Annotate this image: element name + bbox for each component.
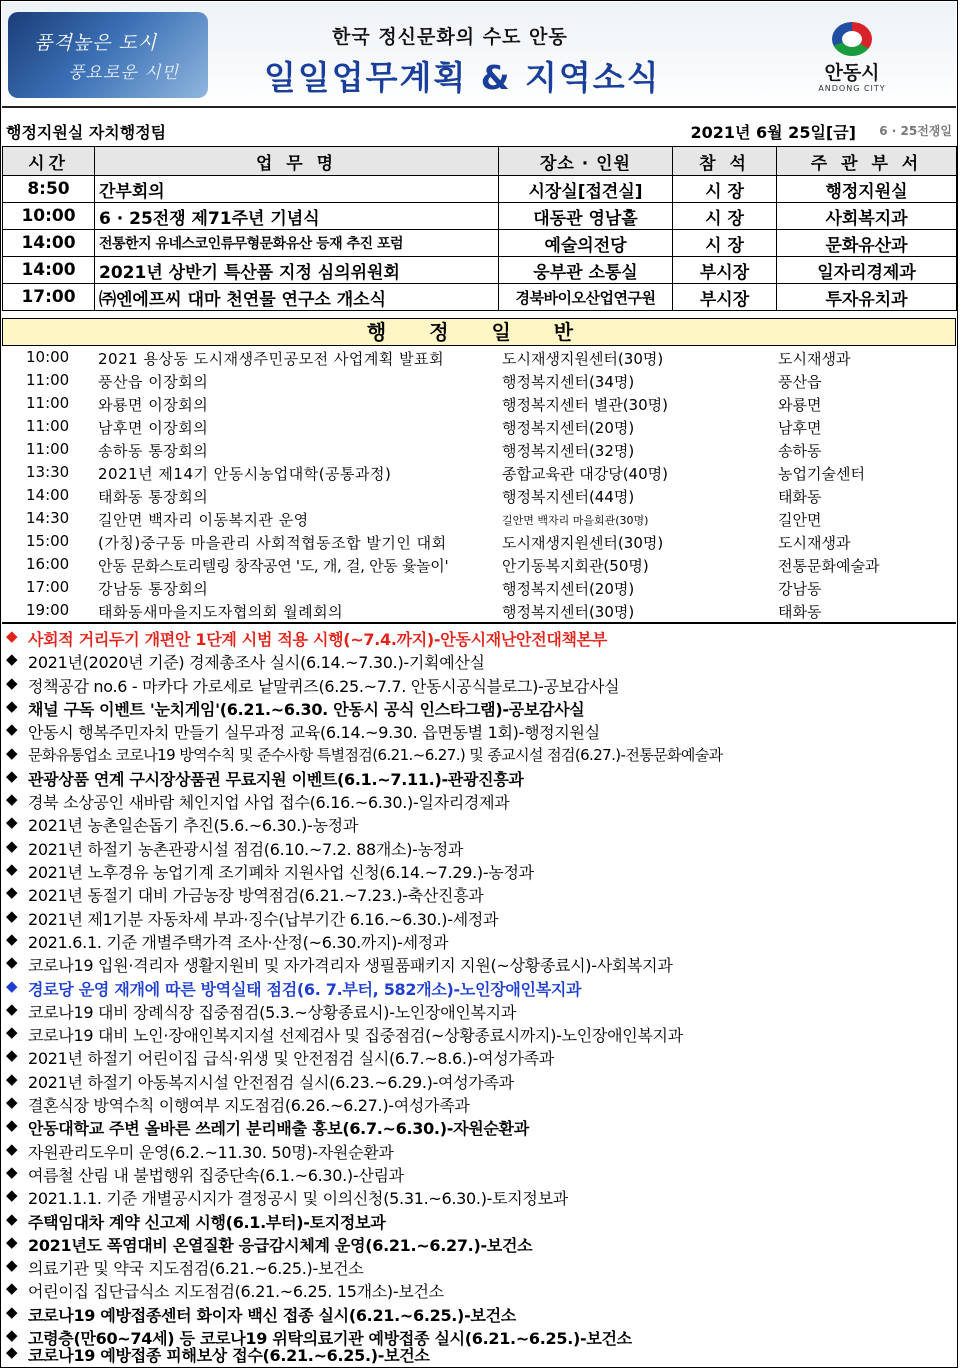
notice-text: 경북 소상공인 새바람 체인지업 사업 접수(6.16.~6.30.)-일자리경제과 (28, 793, 510, 813)
schedule-task: 2021년 상반기 특산품 지정 심의위원회 (95, 257, 499, 284)
general-item (2, 346, 956, 369)
notice-text: 경로당 운영 재개에 따른 방역실태 점검(6. 7.부터, 582개소)-노인장애인복지과 (28, 979, 582, 999)
notice-text: 사회적 거리두기 개편안 1단계 시범 적용 시행(~7.4.까지)-안동시재난안전대책본부 (28, 630, 607, 649)
general-admin-list (2, 346, 956, 624)
schedule-place: 웅부관 소통실 (499, 257, 673, 284)
diamond-bullet-icon: ◆ (6, 929, 18, 948)
notice-item (4, 836, 954, 859)
diamond-bullet-icon: ◆ (6, 1046, 18, 1065)
general-item (2, 392, 956, 415)
notice-item (4, 999, 954, 1022)
schedule-row (3, 203, 957, 230)
notice-item (4, 1209, 954, 1232)
notice-item (4, 1185, 954, 1208)
item-time: 11:00 (26, 371, 70, 389)
schedule-dept: 일자리경제과 (777, 257, 957, 284)
item-dept: 전통문화예술과 (778, 557, 880, 575)
schedule-place: 예술의전당 (499, 230, 673, 257)
notice-item (4, 719, 954, 742)
notice-text: 2021년 농촌일손돕기 추진(5.6.~6.30.)-농정과 (28, 816, 358, 836)
notice-text: 2021년 하절기 어린이집 급식·위생 및 안전점검 실시(6.7.~8.6.)-여성가족과 (28, 1049, 554, 1069)
item-place: 행정복지센터(20명) (502, 419, 635, 437)
item-time: 13:30 (26, 463, 70, 481)
item-place: 행정복지센터(34명) (502, 373, 635, 391)
notice-text: 2021년 동절기 대비 가금농장 방역점검(6.21.~7.23.)-축산진흥과 (28, 886, 484, 906)
item-place: 도시재생지원센터(30명) (502, 350, 664, 368)
general-item (2, 553, 956, 576)
header-title: 일일업무계획 & 지역소식 (264, 58, 661, 97)
notice-item (4, 696, 954, 719)
item-time: 11:00 (26, 394, 70, 412)
diamond-bullet-icon: ◆ (6, 1326, 18, 1344)
notice-text: 2021년 하절기 아동복지시설 안전점검 실시(6.23.~6.29.)-여성가족과 (28, 1072, 514, 1092)
item-dept: 태화동 (778, 488, 822, 506)
notice-item (4, 1092, 954, 1115)
item-time: 11:00 (26, 440, 70, 458)
item-name: 태화동새마을지도자협의회 월례회의 (98, 603, 344, 621)
notice-item (4, 882, 954, 905)
notice-text: 정책공감 no.6 - 마카다 가로세로 낱말퀴즈(6.25.~7.7. 안동시공식블로그)-공보감사실 (28, 676, 620, 696)
header-banner (2, 2, 956, 108)
item-time: 19:00 (26, 601, 70, 619)
diamond-bullet-icon: ◆ (6, 1256, 18, 1275)
notice-text: 결혼식장 방역수칙 이행여부 지도점검(6.26.~6.27.)-여성가족과 (28, 1096, 470, 1115)
notice-item (4, 906, 954, 929)
notice-item (4, 859, 954, 882)
diamond-bullet-icon: ◆ (6, 813, 18, 832)
col-header-place: 장소 · 인원 (499, 147, 673, 176)
schedule-dept: 사회복지과 (777, 203, 957, 230)
item-time: 17:00 (26, 578, 70, 596)
notice-text: 코로나19 입원·격리자 생활지원비 및 자가격리자 생필품패키지 지원(~상황종료시)-사회복지과 (28, 956, 673, 976)
notice-text: 자원관리도우미 운영(6.2.~11.30. 50명)-자원순환과 (28, 1142, 394, 1162)
schedule-time: 14:00 (3, 257, 95, 284)
notice-item (4, 929, 954, 952)
general-item (2, 415, 956, 438)
item-dept: 와룡면 (778, 396, 822, 414)
notice-text: 의료기관 및 약국 지도점검(6.21.~6.25.)-보건소 (28, 1259, 364, 1279)
item-place: 행정복지센터(20명) (502, 580, 635, 598)
date-note: 6 · 25전쟁일 (879, 124, 952, 138)
diamond-bullet-icon: ◆ (6, 743, 18, 762)
item-name: 송하동 통장회의 (98, 442, 209, 460)
diamond-bullet-icon: ◆ (6, 1162, 18, 1181)
notice-item (4, 812, 954, 835)
general-item (2, 369, 956, 392)
notice-text: 문화유통업소 코로나19 방역수칙 및 준수사항 특별점검(6.21.~6.27.) 및 종교시설 점검(6.27.)-전통문화예술과 (28, 745, 723, 764)
item-dept: 농업기술센터 (778, 465, 865, 483)
diamond-bullet-icon: ◆ (6, 953, 18, 972)
notice-item (4, 673, 954, 696)
notice-text: 2021년(2020년 기준) 경제총조사 실시(6.14.~7.30.)-기획예산실 (28, 653, 485, 673)
notice-text: 안동대학교 주변 올바른 쓰레기 분리배출 홍보(6.7.~6.30.)-자원순환과 (28, 1119, 529, 1139)
diamond-bullet-icon: ◆ (6, 860, 18, 878)
schedule-row (3, 257, 957, 284)
schedule-attendee: 시 장 (673, 230, 777, 257)
header-subtitle: 한국 정신문화의 수도 안동 (332, 26, 568, 48)
diamond-bullet-icon: ◆ (6, 627, 18, 645)
diamond-bullet-icon: ◆ (6, 883, 18, 902)
diamond-bullet-icon: ◆ (6, 1139, 18, 1158)
col-header-dept: 주 관 부 서 (777, 147, 957, 176)
schedule-time: 10:00 (3, 203, 95, 230)
diamond-bullet-icon: ◆ (6, 1209, 18, 1228)
diamond-bullet-icon: ◆ (6, 673, 18, 692)
notice-item (4, 1278, 954, 1301)
notice-text: 코로나19 대비 노인·장애인복지지설 선제검사 및 집중점검(~상황종료시까지)-노인장애인복지과 (28, 1026, 683, 1046)
schedule-task: ㈜엔에프씨 대마 천연물 연구소 개소식 (95, 284, 499, 311)
notice-item (4, 1045, 954, 1068)
item-time: 15:00 (26, 532, 70, 550)
diamond-bullet-icon: ◆ (6, 1302, 18, 1321)
notice-item (4, 1302, 954, 1325)
diamond-bullet-icon: ◆ (6, 999, 18, 1018)
schedule-row (3, 284, 957, 311)
notice-text: 채널 구독 이벤트 '눈치게임'(6.21.~6.30. 안동시 공식 인스타그램)-공보감사실 (28, 699, 585, 719)
diamond-bullet-icon: ◆ (6, 1186, 18, 1205)
diamond-bullet-icon: ◆ (6, 1232, 18, 1251)
info-row (2, 116, 956, 144)
item-time: 16:00 (26, 555, 70, 573)
item-dept: 태화동 (778, 603, 822, 621)
item-name: 안동 문화스토리텔링 창작공연 '도, 개, 걸, 안동 윷놀이' (98, 557, 449, 575)
notice-text: 여름철 산림 내 불법행위 집중단속(6.1.~6.30.)-산림과 (28, 1165, 404, 1185)
notice-item (4, 1232, 954, 1255)
notice-text: 고령층(만60~74세) 등 코로나19 위탁의료기관 예방접종 실시(6.21.~6.25.)-보건소 (28, 1329, 632, 1348)
item-dept: 도시재생과 (778, 534, 851, 552)
item-name: 2021년 제14기 안동시농업대학(공통과정) (98, 465, 392, 483)
diamond-bullet-icon: ◆ (6, 1116, 18, 1135)
col-header-task: 업 무 명 (95, 147, 499, 176)
notice-item (4, 952, 954, 975)
general-item (2, 507, 956, 530)
schedule-task: 간부회의 (95, 176, 499, 203)
notice-text: 2021년 하절기 농촌관광시설 점검(6.10.~7.2. 88개소)-농정과 (28, 839, 464, 859)
notice-text: 코로나19 대비 장례식장 집중점검(5.3.~상황종료시)-노인장애인복지과 (28, 1002, 516, 1022)
item-dept: 풍산읍 (778, 373, 822, 391)
item-place: 종합교육관 대강당(40명) (502, 465, 668, 483)
diamond-bullet-icon: ◆ (6, 976, 18, 995)
schedule-place: 대동관 영남홀 (499, 203, 673, 230)
item-place: 길안면 백자리 마을회관(30명) (502, 514, 649, 527)
document-date: 2021년 6월 25일[금] (690, 123, 856, 142)
notice-item (4, 1139, 954, 1162)
diamond-bullet-icon: ◆ (6, 906, 18, 925)
item-time: 10:00 (26, 348, 70, 366)
notice-text: 2021년 노후경유 농업기계 조기폐차 지원사업 신청(6.14.~7.29.)-농정과 (28, 863, 534, 882)
schedule-attendee: 부시장 (673, 257, 777, 284)
notice-text: 안동시 행복주민자치 만들기 실무과정 교육(6.14.~9.30. 읍면동별 1회)-행정지원실 (28, 723, 600, 743)
city-name: 안동시 (824, 62, 880, 84)
diamond-bullet-icon: ◆ (6, 790, 18, 809)
item-dept: 남후면 (778, 419, 822, 437)
schedule-place: 시장실[접견실] (499, 176, 673, 203)
schedule-header-row (3, 147, 957, 176)
schedule-attendee: 시 장 (673, 203, 777, 230)
diamond-bullet-icon: ◆ (6, 766, 18, 785)
city-name-en: ANDONG CITY (818, 84, 886, 93)
item-name: 길안면 백자리 이동복지관 운영 (98, 511, 309, 529)
schedule-dept: 투자유치과 (777, 284, 957, 311)
general-item (2, 461, 956, 484)
slogan-box (8, 12, 208, 98)
notice-text: 주택임대차 계약 신고제 시행(6.1.부터)-토지정보과 (28, 1212, 386, 1232)
item-place: 행정복지센터(30명) (502, 603, 635, 621)
notice-item (4, 789, 954, 812)
notice-text: 2021.6.1. 기준 개별주택가격 조사·산정(~6.30.까지)-세정과 (28, 932, 449, 952)
notice-item (4, 743, 954, 766)
diamond-bullet-icon: ◆ (6, 836, 18, 855)
item-name: 남후면 이장회의 (98, 419, 209, 437)
notice-item (4, 626, 954, 649)
schedule-table (2, 146, 957, 311)
diamond-bullet-icon: ◆ (6, 1279, 18, 1298)
general-item (2, 530, 956, 553)
item-name: 풍산읍 이장회의 (98, 373, 209, 391)
notice-item (4, 1022, 954, 1045)
item-name: 태화동 통장회의 (98, 488, 209, 506)
schedule-dept: 문화유산과 (777, 230, 957, 257)
item-place: 행정복지센터 별관(30명) (502, 396, 668, 414)
item-dept: 도시재생과 (778, 350, 851, 368)
notice-text: 2021년도 폭염대비 온열질환 응급감시체계 운영(6.21.~6.27.)-보건소 (28, 1235, 533, 1255)
notice-text: 2021.1.1. 기준 개별공시지가 결정공시 및 이의신청(5.31.~6.30.)-토지정보과 (28, 1189, 568, 1209)
slogan-line-2: 풍요로운 시민 (68, 63, 179, 83)
diamond-bullet-icon: ◆ (6, 1343, 18, 1361)
item-dept: 송하동 (778, 442, 822, 460)
item-name: 강남동 통장회의 (98, 580, 209, 598)
schedule-dept: 행정지원실 (777, 176, 957, 203)
item-place: 도시재생지원센터(30명) (502, 534, 664, 552)
item-place: 안기동복지회관(50명) (502, 557, 649, 575)
notice-item (4, 1115, 954, 1138)
item-name: 와룡면 이장회의 (98, 396, 209, 414)
schedule-row (3, 230, 957, 257)
slogan-line-1: 품격높은 도시 (34, 32, 158, 54)
item-place: 행정복지센터(32명) (502, 442, 635, 460)
notice-item (4, 1342, 954, 1365)
diamond-bullet-icon: ◆ (6, 1093, 18, 1111)
item-dept: 강남동 (778, 580, 822, 598)
item-name: (가칭)중구동 마을관리 사회적협동조합 발기인 대회 (98, 534, 447, 552)
notice-text: 코로나19 예방접종 피해보상 접수(6.21.~6.25.)-보건소 (28, 1346, 430, 1365)
notice-item (4, 766, 954, 789)
city-emblem-icon (832, 22, 872, 56)
schedule-task: 6 · 25전쟁 제71주년 기념식 (95, 203, 499, 230)
general-item (2, 438, 956, 461)
diamond-bullet-icon: ◆ (6, 1069, 18, 1088)
notice-item (4, 649, 954, 672)
schedule-task: 전통한지 유네스코인류무형문화유산 등재 추진 포럼 (95, 230, 499, 257)
col-header-attendee: 참 석 (673, 147, 777, 176)
schedule-attendee: 시 장 (673, 176, 777, 203)
notice-text: 어린이집 집단급식소 지도점검(6.21.~6.25. 15개소)-보건소 (28, 1282, 444, 1302)
notice-text: 관광상품 연계 구시장상품권 무료지원 이벤트(6.1.~7.11.)-관광진흥과 (28, 769, 524, 789)
schedule-time: 17:00 (3, 284, 95, 311)
notice-text: 코로나19 예방접종센터 화이자 백신 접종 실시(6.21.~6.25.)-보건소 (28, 1305, 516, 1325)
item-time: 11:00 (26, 417, 70, 435)
department-name: 행정지원실 자치행정팀 (6, 123, 167, 142)
schedule-row (3, 176, 957, 203)
general-item (2, 576, 956, 599)
item-time: 14:00 (26, 486, 70, 504)
item-name: 2021 용상동 도시재생주민공모전 사업계획 발표회 (98, 350, 445, 368)
notice-text: 2021년 제1기분 자동차세 부과·징수(납부기간 6.16.~6.30.)-세정과 (28, 909, 499, 929)
notice-item (4, 1162, 954, 1185)
notice-item (4, 1069, 954, 1092)
diamond-bullet-icon: ◆ (6, 1023, 18, 1042)
diamond-bullet-icon: ◆ (6, 650, 18, 669)
schedule-time: 8:50 (3, 176, 95, 203)
col-header-time: 시간 (3, 147, 95, 176)
item-place: 행정복지센터(44명) (502, 488, 635, 506)
diamond-bullet-icon: ◆ (6, 696, 18, 715)
city-logo (802, 22, 902, 102)
general-item (2, 484, 956, 507)
notice-item (4, 976, 954, 999)
item-dept: 길안면 (778, 511, 822, 529)
schedule-place: 경북바이오산업연구원 (499, 284, 673, 311)
notice-item (4, 1255, 954, 1278)
schedule-time: 14:00 (3, 230, 95, 257)
general-admin-heading: 행 정 일 반 (2, 318, 956, 346)
diamond-bullet-icon: ◆ (6, 720, 18, 739)
item-time: 14:30 (26, 509, 70, 527)
schedule-attendee: 부시장 (673, 284, 777, 311)
general-item (2, 599, 956, 622)
